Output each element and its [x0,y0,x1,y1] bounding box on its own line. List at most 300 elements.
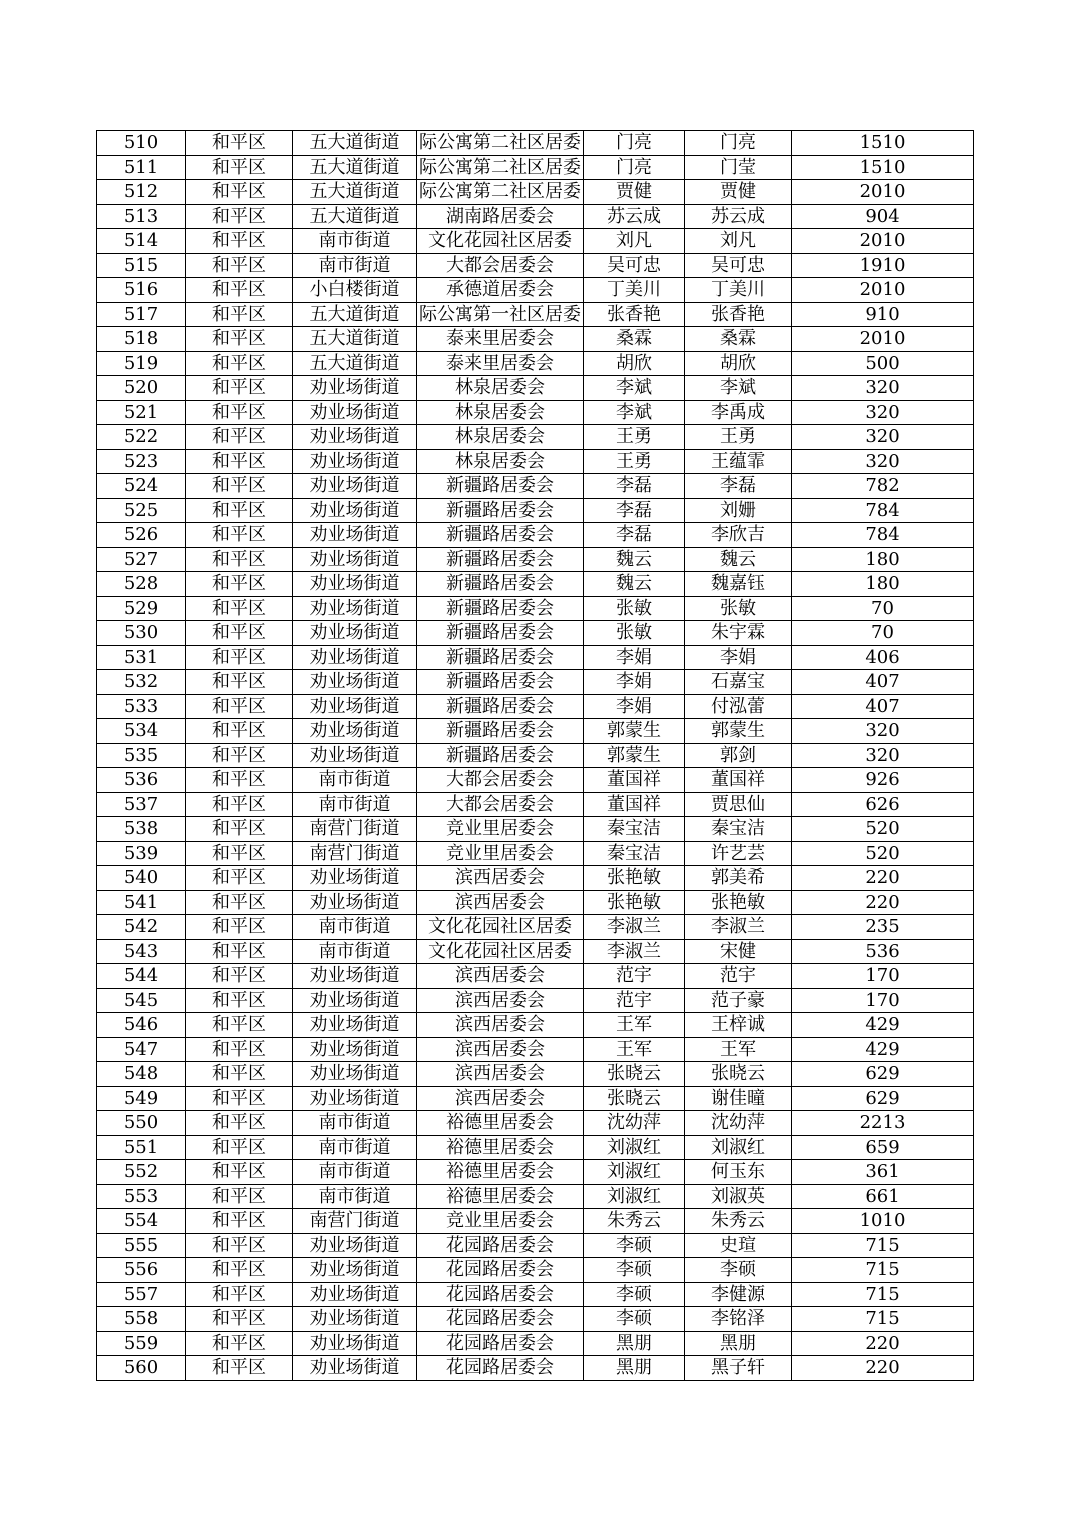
member-cell: 刘姗 [685,498,792,523]
district-cell: 和平区 [186,253,293,278]
amount-cell: 429 [792,1037,974,1062]
member-cell: 吴可忠 [685,253,792,278]
street-cell: 劝业场街道 [293,547,417,572]
street-cell: 劝业场街道 [293,866,417,891]
district-cell: 和平区 [186,302,293,327]
row-number-cell: 530 [97,621,186,646]
street-cell: 南营门街道 [293,1209,417,1234]
member-cell: 郭蒙生 [685,719,792,744]
community-cell: 花园路居委会 [417,1282,584,1307]
amount-cell: 320 [792,743,974,768]
member-cell: 刘淑英 [685,1184,792,1209]
member-cell: 魏嘉钰 [685,572,792,597]
table-row [97,523,974,548]
household-head-cell: 朱秀云 [584,1209,685,1234]
row-number-cell: 559 [97,1331,186,1356]
community-cell: 大都会居委会 [417,253,584,278]
household-head-cell: 张敏 [584,596,685,621]
household-head-cell: 李斌 [584,376,685,401]
table-body [97,131,974,1381]
table-row [97,670,974,695]
street-cell: 南市街道 [293,1184,417,1209]
household-head-cell: 郭蒙生 [584,719,685,744]
table-row [97,1013,974,1038]
street-cell: 劝业场街道 [293,498,417,523]
household-head-cell: 李磊 [584,523,685,548]
street-cell: 劝业场街道 [293,694,417,719]
table-row [97,645,974,670]
household-head-cell: 李磊 [584,498,685,523]
table-row [97,1331,974,1356]
community-cell: 新疆路居委会 [417,523,584,548]
street-cell: 劝业场街道 [293,572,417,597]
row-number-cell: 514 [97,229,186,254]
amount-cell: 520 [792,817,974,842]
household-head-cell: 李淑兰 [584,939,685,964]
table-row [97,1307,974,1332]
household-head-cell: 张敏 [584,621,685,646]
table-row [97,327,974,352]
household-head-cell: 苏云成 [584,204,685,229]
district-cell: 和平区 [186,1111,293,1136]
community-cell: 新疆路居委会 [417,621,584,646]
household-head-cell: 秦宝洁 [584,817,685,842]
table-row [97,915,974,940]
community-cell: 新疆路居委会 [417,498,584,523]
table-row [97,1160,974,1185]
household-head-cell: 范宇 [584,964,685,989]
table-row [97,841,974,866]
amount-cell: 70 [792,596,974,621]
community-cell: 花园路居委会 [417,1258,584,1283]
community-cell: 文化花园社区居委 [417,229,584,254]
household-head-cell: 郭蒙生 [584,743,685,768]
member-cell: 沈幼萍 [685,1111,792,1136]
row-number-cell: 513 [97,204,186,229]
community-cell: 滨西居委会 [417,866,584,891]
row-number-cell: 540 [97,866,186,891]
row-number-cell: 528 [97,572,186,597]
amount-cell: 715 [792,1258,974,1283]
member-cell: 王蕴霏 [685,449,792,474]
row-number-cell: 524 [97,474,186,499]
household-head-cell: 李淑兰 [584,915,685,940]
street-cell: 劝业场街道 [293,1037,417,1062]
table-row [97,376,974,401]
member-cell: 范宇 [685,964,792,989]
row-number-cell: 535 [97,743,186,768]
member-cell: 李淑兰 [685,915,792,940]
community-cell: 花园路居委会 [417,1331,584,1356]
community-cell: 际公寓第二社区居委 [417,180,584,205]
row-number-cell: 550 [97,1111,186,1136]
table-row [97,1184,974,1209]
table-row [97,866,974,891]
amount-cell: 2010 [792,229,974,254]
district-cell: 和平区 [186,988,293,1013]
table-row [97,596,974,621]
amount-cell: 629 [792,1086,974,1111]
household-head-cell: 张香艳 [584,302,685,327]
member-cell: 刘淑红 [685,1135,792,1160]
street-cell: 劝业场街道 [293,1258,417,1283]
community-cell: 林泉居委会 [417,449,584,474]
community-cell: 林泉居委会 [417,400,584,425]
amount-cell: 626 [792,792,974,817]
street-cell: 劝业场街道 [293,621,417,646]
community-cell: 新疆路居委会 [417,596,584,621]
table-row [97,229,974,254]
street-cell: 南市街道 [293,253,417,278]
household-head-cell: 李硕 [584,1233,685,1258]
member-cell: 门莹 [685,155,792,180]
household-head-cell: 刘淑红 [584,1160,685,1185]
community-cell: 竞业里居委会 [417,841,584,866]
community-cell: 际公寓第一社区居委 [417,302,584,327]
table-row [97,400,974,425]
member-cell: 何玉东 [685,1160,792,1185]
community-cell: 裕德里居委会 [417,1160,584,1185]
row-number-cell: 546 [97,1013,186,1038]
table-row [97,1209,974,1234]
row-number-cell: 537 [97,792,186,817]
row-number-cell: 543 [97,939,186,964]
table-row [97,278,974,303]
household-head-cell: 李硕 [584,1282,685,1307]
row-number-cell: 536 [97,768,186,793]
household-head-cell: 王军 [584,1013,685,1038]
community-cell: 新疆路居委会 [417,743,584,768]
member-cell: 郭美希 [685,866,792,891]
table-row [97,425,974,450]
amount-cell: 320 [792,449,974,474]
district-cell: 和平区 [186,498,293,523]
member-cell: 张香艳 [685,302,792,327]
household-head-cell: 黑朋 [584,1356,685,1381]
district-cell: 和平区 [186,1233,293,1258]
member-cell: 贾健 [685,180,792,205]
household-head-cell: 丁美川 [584,278,685,303]
table-row [97,1282,974,1307]
member-cell: 黑朋 [685,1331,792,1356]
street-cell: 五大道街道 [293,327,417,352]
row-number-cell: 521 [97,400,186,425]
community-cell: 新疆路居委会 [417,572,584,597]
district-cell: 和平区 [186,719,293,744]
street-cell: 劝业场街道 [293,1013,417,1038]
community-cell: 竞业里居委会 [417,817,584,842]
member-cell: 付泓蕾 [685,694,792,719]
community-cell: 泰来里居委会 [417,327,584,352]
table-row [97,890,974,915]
member-cell: 范子豪 [685,988,792,1013]
row-number-cell: 560 [97,1356,186,1381]
community-cell: 裕德里居委会 [417,1135,584,1160]
table-row [97,1062,974,1087]
member-cell: 李铭泽 [685,1307,792,1332]
amount-cell: 170 [792,964,974,989]
district-cell: 和平区 [186,327,293,352]
member-cell: 桑霖 [685,327,792,352]
row-number-cell: 547 [97,1037,186,1062]
district-cell: 和平区 [186,474,293,499]
district-cell: 和平区 [186,180,293,205]
household-head-cell: 王勇 [584,425,685,450]
row-number-cell: 511 [97,155,186,180]
table-row [97,253,974,278]
row-number-cell: 529 [97,596,186,621]
street-cell: 劝业场街道 [293,890,417,915]
street-cell: 劝业场街道 [293,964,417,989]
district-cell: 和平区 [186,939,293,964]
community-cell: 湖南路居委会 [417,204,584,229]
district-cell: 和平区 [186,890,293,915]
amount-cell: 715 [792,1282,974,1307]
street-cell: 劝业场街道 [293,1062,417,1087]
district-cell: 和平区 [186,817,293,842]
row-number-cell: 523 [97,449,186,474]
data-table [96,130,974,1381]
member-cell: 张晓云 [685,1062,792,1087]
row-number-cell: 539 [97,841,186,866]
community-cell: 新疆路居委会 [417,474,584,499]
community-cell: 滨西居委会 [417,1037,584,1062]
table-row [97,547,974,572]
row-number-cell: 534 [97,719,186,744]
table-row [97,1086,974,1111]
household-head-cell: 李娟 [584,670,685,695]
community-cell: 滨西居委会 [417,1013,584,1038]
row-number-cell: 554 [97,1209,186,1234]
community-cell: 际公寓第二社区居委 [417,155,584,180]
table-row [97,180,974,205]
street-cell: 五大道街道 [293,302,417,327]
district-cell: 和平区 [186,131,293,156]
household-head-cell: 董国祥 [584,792,685,817]
street-cell: 五大道街道 [293,131,417,156]
table-row [97,743,974,768]
table-row [97,131,974,156]
household-head-cell: 李硕 [584,1307,685,1332]
community-cell: 新疆路居委会 [417,547,584,572]
amount-cell: 782 [792,474,974,499]
member-cell: 门亮 [685,131,792,156]
table-row [97,719,974,744]
district-cell: 和平区 [186,1258,293,1283]
community-cell: 新疆路居委会 [417,719,584,744]
table-row [97,1233,974,1258]
community-cell: 竞业里居委会 [417,1209,584,1234]
street-cell: 南市街道 [293,939,417,964]
row-number-cell: 552 [97,1160,186,1185]
row-number-cell: 558 [97,1307,186,1332]
member-cell: 李斌 [685,376,792,401]
amount-cell: 406 [792,645,974,670]
street-cell: 劝业场街道 [293,1307,417,1332]
district-cell: 和平区 [186,915,293,940]
row-number-cell: 553 [97,1184,186,1209]
household-head-cell: 贾健 [584,180,685,205]
member-cell: 宋健 [685,939,792,964]
street-cell: 五大道街道 [293,155,417,180]
street-cell: 南市街道 [293,1160,417,1185]
street-cell: 劝业场街道 [293,1086,417,1111]
row-number-cell: 542 [97,915,186,940]
row-number-cell: 515 [97,253,186,278]
community-cell: 花园路居委会 [417,1307,584,1332]
member-cell: 李娟 [685,645,792,670]
amount-cell: 2010 [792,180,974,205]
household-head-cell: 黑朋 [584,1331,685,1356]
amount-cell: 715 [792,1307,974,1332]
household-head-cell: 刘淑红 [584,1135,685,1160]
table-row [97,792,974,817]
row-number-cell: 520 [97,376,186,401]
district-cell: 和平区 [186,155,293,180]
row-number-cell: 512 [97,180,186,205]
street-cell: 劝业场街道 [293,425,417,450]
street-cell: 五大道街道 [293,204,417,229]
amount-cell: 536 [792,939,974,964]
table-row [97,1258,974,1283]
street-cell: 南市街道 [293,915,417,940]
community-cell: 花园路居委会 [417,1356,584,1381]
household-head-cell: 李硕 [584,1258,685,1283]
household-head-cell: 魏云 [584,572,685,597]
community-cell: 承德道居委会 [417,278,584,303]
household-head-cell: 李娟 [584,645,685,670]
table-row [97,572,974,597]
amount-cell: 500 [792,351,974,376]
table-row [97,621,974,646]
street-cell: 劝业场街道 [293,449,417,474]
table-row [97,768,974,793]
community-cell: 滨西居委会 [417,1086,584,1111]
district-cell: 和平区 [186,204,293,229]
row-number-cell: 519 [97,351,186,376]
community-cell: 新疆路居委会 [417,670,584,695]
street-cell: 劝业场街道 [293,719,417,744]
member-cell: 魏云 [685,547,792,572]
row-number-cell: 556 [97,1258,186,1283]
district-cell: 和平区 [186,400,293,425]
district-cell: 和平区 [186,278,293,303]
street-cell: 南市街道 [293,792,417,817]
district-cell: 和平区 [186,1013,293,1038]
amount-cell: 220 [792,1331,974,1356]
household-head-cell: 刘淑红 [584,1184,685,1209]
street-cell: 劝业场街道 [293,1356,417,1381]
district-cell: 和平区 [186,1356,293,1381]
row-number-cell: 549 [97,1086,186,1111]
table-row [97,1111,974,1136]
community-cell: 大都会居委会 [417,792,584,817]
street-cell: 劝业场街道 [293,1331,417,1356]
district-cell: 和平区 [186,1331,293,1356]
district-cell: 和平区 [186,645,293,670]
street-cell: 五大道街道 [293,180,417,205]
amount-cell: 220 [792,866,974,891]
row-number-cell: 557 [97,1282,186,1307]
household-head-cell: 范宇 [584,988,685,1013]
street-cell: 南市街道 [293,1135,417,1160]
row-number-cell: 538 [97,817,186,842]
row-number-cell: 545 [97,988,186,1013]
district-cell: 和平区 [186,621,293,646]
community-cell: 际公寓第二社区居委 [417,131,584,156]
district-cell: 和平区 [186,670,293,695]
table-row [97,939,974,964]
community-cell: 新疆路居委会 [417,694,584,719]
amount-cell: 180 [792,572,974,597]
table-row [97,351,974,376]
amount-cell: 429 [792,1013,974,1038]
table-row [97,498,974,523]
amount-cell: 320 [792,719,974,744]
district-cell: 和平区 [186,547,293,572]
community-cell: 花园路居委会 [417,1233,584,1258]
member-cell: 丁美川 [685,278,792,303]
household-head-cell: 张晓云 [584,1062,685,1087]
amount-cell: 320 [792,425,974,450]
member-cell: 秦宝洁 [685,817,792,842]
street-cell: 南市街道 [293,1111,417,1136]
household-head-cell: 吴可忠 [584,253,685,278]
district-cell: 和平区 [186,1160,293,1185]
member-cell: 李硕 [685,1258,792,1283]
household-head-cell: 门亮 [584,131,685,156]
community-cell: 新疆路居委会 [417,645,584,670]
community-cell: 林泉居委会 [417,425,584,450]
street-cell: 小白楼街道 [293,278,417,303]
street-cell: 劝业场街道 [293,743,417,768]
row-number-cell: 525 [97,498,186,523]
row-number-cell: 533 [97,694,186,719]
household-head-cell: 胡欣 [584,351,685,376]
table-row [97,204,974,229]
street-cell: 劝业场街道 [293,670,417,695]
amount-cell: 220 [792,890,974,915]
member-cell: 苏云成 [685,204,792,229]
amount-cell: 2213 [792,1111,974,1136]
amount-cell: 235 [792,915,974,940]
household-head-cell: 王勇 [584,449,685,474]
amount-cell: 926 [792,768,974,793]
street-cell: 劝业场街道 [293,645,417,670]
district-cell: 和平区 [186,376,293,401]
amount-cell: 910 [792,302,974,327]
community-cell: 泰来里居委会 [417,351,584,376]
street-cell: 劝业场街道 [293,596,417,621]
row-number-cell: 551 [97,1135,186,1160]
community-cell: 滨西居委会 [417,964,584,989]
amount-cell: 661 [792,1184,974,1209]
row-number-cell: 555 [97,1233,186,1258]
street-cell: 南市街道 [293,768,417,793]
street-cell: 劝业场街道 [293,1233,417,1258]
street-cell: 劝业场街道 [293,400,417,425]
member-cell: 黑子轩 [685,1356,792,1381]
district-cell: 和平区 [186,425,293,450]
member-cell: 王军 [685,1037,792,1062]
table-row [97,449,974,474]
district-cell: 和平区 [186,866,293,891]
row-number-cell: 531 [97,645,186,670]
table-row [97,964,974,989]
community-cell: 文化花园社区居委 [417,915,584,940]
row-number-cell: 526 [97,523,186,548]
amount-cell: 1510 [792,131,974,156]
